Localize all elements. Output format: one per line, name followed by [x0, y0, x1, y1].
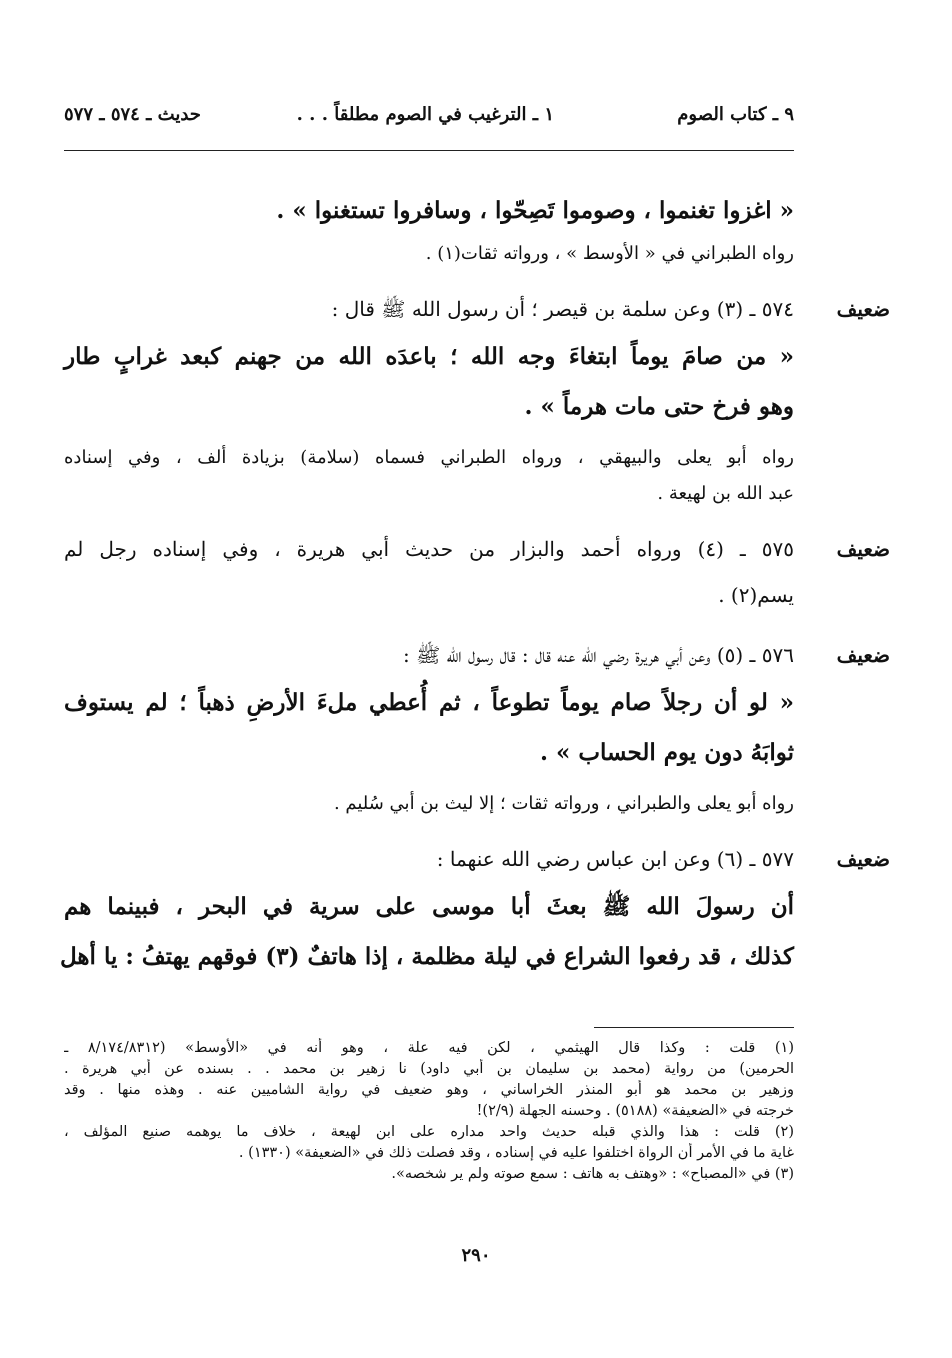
- hadith-intro-line: يسم(٢) .: [718, 583, 794, 607]
- footnote-line: (٢) قلت : هذا والذي قبله حديث واحد مداره على ابن لهيعة ، خلاف ما يوهمه صنيع المؤلف ،: [64, 1124, 794, 1140]
- footnote-line: (٣) في «المصباح» : «وهتف به هاتف : سمع صوته ولم ير شخصه».: [391, 1166, 794, 1182]
- hadith-text-line: أن رسولَ الله ﷺ بعثَ أبا موسى على سرية في البحر ، فبينما هم: [64, 893, 794, 920]
- hadith-574: [64, 286, 890, 512]
- hadith-576: [64, 632, 890, 822]
- hadith-575: [64, 526, 890, 618]
- running-header: [64, 104, 794, 136]
- chapter-title: ٩ ـ كتاب الصوم: [677, 104, 794, 125]
- hadith-577: [60, 836, 890, 982]
- footnote-line: (١) قلت : وكذا قال الهيثمي ، لكن فيه علة ، وهو أنه في «الأوسط» (٨/١٧٤/٨٣١٢ ـ: [64, 1040, 794, 1056]
- hadith-intro-line: ٥٧٥ ـ (٤) ورواه أحمد والبزار من حديث أبي هريرة ، وفي إسناده رجل لم: [64, 537, 794, 561]
- hadith-text-line: « لو أن رجلاً صام يوماً تطوعاً ، ثم أُعطي ملءَ الأرضِ ذهباً ؛ لم يستوف: [64, 689, 794, 716]
- hadith-intro-line: ٥٧٤ ـ (٣) وعن سلمة بن قيصر ؛ أن رسول الله ﷺ قال :: [331, 297, 794, 321]
- hadith-source-line: عبد الله بن لهيعة .: [657, 483, 794, 504]
- hadith-intro-line: ٥٧٧ ـ (٦) وعن ابن عباس رضي الله عنهما :: [436, 847, 794, 871]
- footnote-line: وزهير بن محمد هو أبو المنذر الخراساني ، وهو ضعيف في رواية الشاميين عنه . وهذه منها . وقد: [64, 1082, 794, 1098]
- hadith-intro-line: ٥٧٦ ـ (٥) وعن أبي هريرة رضي الله عنه قال : قال رسول الله ﷺ :: [403, 643, 794, 667]
- hadith-text-line: « اغزوا تغنموا ، وصوموا تَصِحّوا ، وسافروا تستغنوا » .: [276, 197, 794, 224]
- hadith-source-line: رواه أبو يعلى والطبراني ، ورواته ثقات ؛ إلا ليث بن أبي سُليم .: [333, 793, 794, 814]
- page-body: [60, 186, 890, 982]
- hadith-source-line: رواه الطبراني في « الأوسط » ، ورواته ثقات(١) .: [425, 243, 794, 264]
- hadith-text-line: وهو فرخ حتى مات هرماً » .: [524, 393, 794, 420]
- grade-label: ضعيف: [836, 847, 890, 871]
- grade-label: ضعيف: [836, 643, 890, 667]
- grade-label: ضعيف: [836, 537, 890, 561]
- footnote-line: خرجته في «الضعيفة» (٥١٨٨) . وحسنه الجهلة (٢/٩)!: [476, 1103, 794, 1119]
- hadith-text-line: ثوابَهُ دون يوم الحساب » .: [539, 739, 794, 766]
- hadith-text-line: كذلك ، قد رفعوا الشراع في ليلة مظلمة ، إذا هاتفٌ (٣) فوقهم يهتفُ : يا أهل: [60, 943, 794, 970]
- hadith-573-continuation: [64, 186, 794, 272]
- footnotes: [64, 1038, 794, 1185]
- hadith-source-line: رواه أبو يعلى والبيهقي ، ورواه الطبراني فسماه (سلامة) بزيادة ألف ، وفي إسناده: [64, 447, 794, 468]
- footnote-line: غاية ما في الأمر أن الرواة اختلفوا عليه في إسناده ، وقد فصلت ذلك في «الضعيفة» (١٣٣٠) .: [238, 1145, 794, 1161]
- grade-label: ضعيف: [836, 297, 890, 321]
- footnote-divider: [594, 1027, 794, 1028]
- footnote-line: الحرمين) من رواية (محمد بن سليمان بن أبي داود) نا زهير بن محمد . . بسنده عن أبي هريرة .: [64, 1061, 794, 1077]
- hadith-text-line: « من صامَ يوماً ابتغاءَ وجه الله ؛ باعدَه الله من جهنم كبعد غرابٍ طار: [64, 343, 794, 370]
- header-divider: [64, 150, 794, 151]
- hadith-range: حديث ـ ٥٧٤ ـ ٥٧٧: [64, 104, 201, 125]
- section-title: ١ ـ الترغيب في الصوم مطلقاً . . .: [296, 104, 554, 125]
- page-number: ٢٩٠: [461, 1245, 491, 1266]
